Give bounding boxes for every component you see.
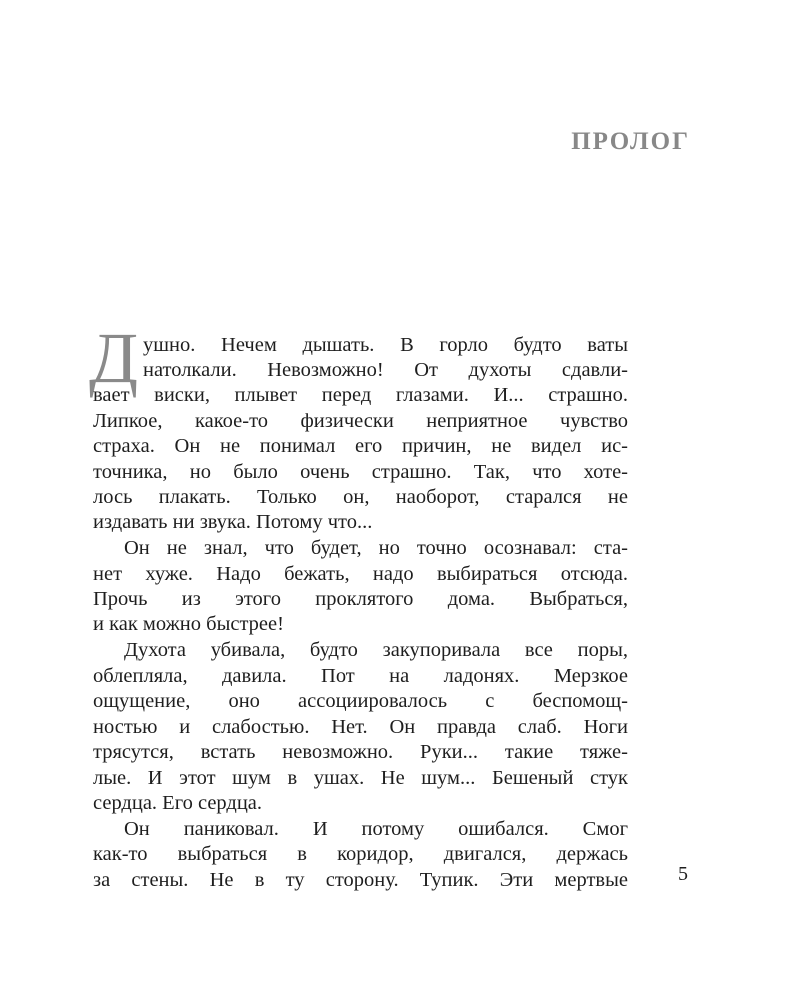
text-line: издавать ни звука. Потому что... — [93, 511, 373, 533]
text-line: за стены. Не в ту сторону. Тупик. Эти мертвые — [93, 869, 628, 891]
text-line: Он паниковал. И потому ошибался. Смог — [124, 818, 628, 840]
text-line: Прочь из этого проклятого дома. Выбраться, — [93, 588, 628, 610]
text-line: Он не знал, что будет, но точно осознавал: ста- — [124, 537, 628, 559]
chapter-title: ПРОЛОГ — [571, 128, 690, 155]
text-line: Духота убивала, будто закупоривала все поры, — [124, 639, 628, 661]
text-line: как-то выбраться в коридор, двигался, держась — [93, 843, 628, 865]
text-line: трясутся, встать невозможно. Руки... такие тяже- — [93, 741, 628, 763]
text-line: натолкали. Невозможно! От духоты сдавли- — [143, 359, 628, 381]
text-line: нет хуже. Надо бежать, надо выбираться отсюда. — [93, 563, 628, 585]
text-line: и как можно быстрее! — [93, 613, 284, 635]
text-line: вает виски, плывет перед глазами. И... страшно. — [93, 384, 628, 406]
text-line: страха. Он не понимал его причин, не видел ис- — [93, 435, 628, 457]
text-line: лые. И этот шум в ушах. Не шум... Бешеный стук — [93, 767, 628, 789]
text-line: лось плакать. Только он, наоборот, старался не — [93, 486, 628, 508]
page-number: 5 — [678, 863, 688, 885]
text-line: сердца. Его сердца. — [93, 792, 263, 814]
text-line: точника, но было очень страшно. Так, что хоте- — [93, 461, 628, 483]
text-line: Липкое, какое-то физически неприятное чувство — [93, 410, 628, 432]
text-line: облепляла, давила. Пот на ладонях. Мерзкое — [93, 665, 628, 687]
text-line: ощущение, оно ассоциировалось с беспомощ- — [93, 690, 628, 712]
text-line: ностью и слабостью. Нет. Он правда слаб. Ноги — [93, 716, 628, 738]
drop-cap: Д — [89, 318, 139, 398]
text-line: ушно. Нечем дышать. В горло будто ваты — [143, 334, 628, 356]
